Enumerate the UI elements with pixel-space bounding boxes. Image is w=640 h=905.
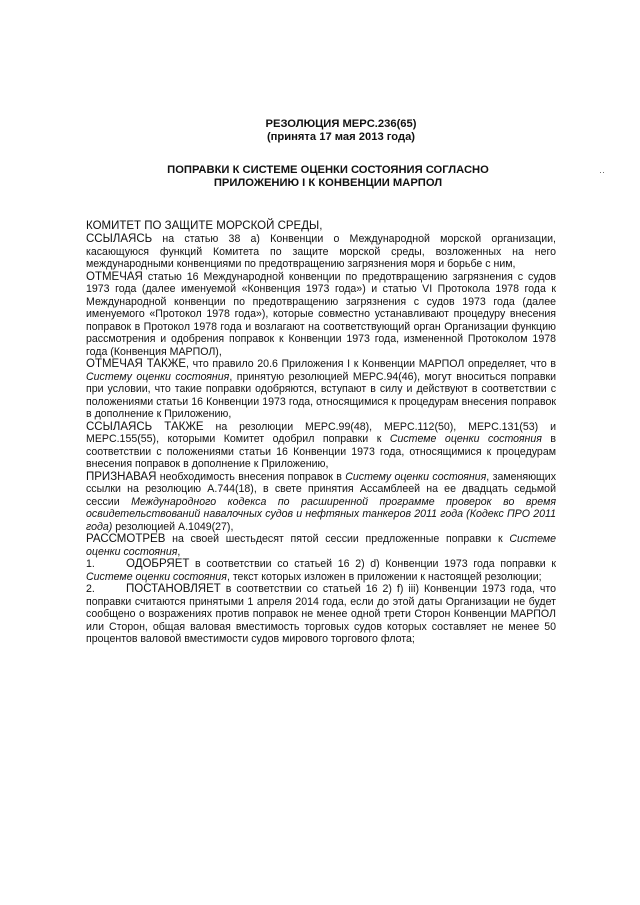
paragraph-referring (86, 233, 556, 271)
heading-line-2: ПРИЛОЖЕНИЮ I К КОНВЕНЦИИ МАРПОЛ (213, 177, 443, 189)
paragraph-italic: Системе оценки состояния (86, 570, 227, 583)
paragraph-text: , (177, 545, 181, 558)
paragraph-lead: ССЫЛАЯСЬ ТАКЖЕ (86, 420, 204, 433)
paragraph-text: в соответствии с положениями статьи 16 Конвенции 1973 года, относящимися к процедурам внесения поправок в дополнение к Приложению, (86, 433, 556, 470)
adoption-date: (принята 17 мая 2013 года) (266, 131, 416, 143)
paragraph-referring-also (86, 421, 556, 471)
paragraph-lead: ОТМЕЧАЯ (86, 270, 143, 283)
scan-mark: ·· (599, 167, 605, 177)
paragraph-text: резолюцией A.1049(27), (112, 520, 234, 533)
paragraph-text: статью 16 Международной конвенции по предотвращению загрязнения с судов 1973 года (далее именуемой «Конвенция 1973 года») и статью VI Протокола 1978 года к Международной конвенции по предотвращению загрязнения с судов 1973 года (далее именуемого «Протокол 1978 года»), которые совместно устанавливают процедуру внесения поправок в Протокол 1978 года и возлагают на соответствующий орган Организации функцию рассмотрения и одобрения поправок к Конвенции 1973 года, измененной Протоколом 1978 года (Конвенция МАРПОЛ), (86, 270, 556, 358)
paragraph-italic: Системе оценки состояния (86, 533, 556, 558)
paragraph-text: на своей шестьдесят пятой сессии предложенные поправки к (165, 533, 510, 545)
paragraph-lead: ССЫЛАЯСЬ (86, 233, 153, 245)
paragraph-italic: Международного кодекса по расширенной программе проверок во время освидетельствований навалочных судов и нефтяных танкеров 2011 года (Кодекс ПРО 2011 года) (86, 495, 556, 533)
resolution-number: РЕЗОЛЮЦИЯ MEPC.236(65) (265, 118, 417, 130)
paragraph-lead: ОТМЕЧАЯ ТАКЖЕ (86, 358, 187, 370)
paragraph-number: 2. (86, 583, 95, 595)
paragraph-noting (86, 271, 556, 359)
paragraph-text: необходимость внесения поправок в (156, 470, 346, 483)
paragraph-text: в соответствии со статьей 16 2) f) iii) Конвенции 1973 года, что поправки считаются принятыми 1 апреля 2014 года, если до этой даты Организации не будет сообщено о возражениях против поправок не менее одной трети Сторон Конвенции МАРПОЛ или Сторон, общая валовая вместимость торговых судов которых составляет не менее 50 процентов валовой вместимости судов мирового торгового флота; (86, 583, 556, 645)
resolution-header (86, 118, 556, 144)
paragraph-number: 1. (86, 558, 95, 570)
operative-paragraph-1 (86, 558, 556, 583)
paragraph-text: на резолюции MEPC.99(48), MEPC.112(50), MEPC.131(53) и MEPC.155(55), которыми Комитет одобрил поправки к (86, 420, 556, 445)
paragraph-text: , принятую резолюцией MEPC.94(46), могут вноситься поправки при условии, что такие поправки одобряются, вступают в силу и действуют в соответствии с положениями статьи 16 Конвенции 1973 года, относящимися к процедурам внесения поправок в дополнение к Приложению, (86, 370, 556, 420)
paragraph-italic: Систему оценки состояния (86, 370, 230, 383)
paragraph-lead: ПРИЗНАВАЯ (86, 470, 157, 483)
document-heading (86, 164, 556, 190)
operative-paragraph-2 (86, 583, 556, 646)
paragraph-having-considered (86, 533, 556, 558)
heading-line-1: ПОПРАВКИ К СИСТЕМЕ ОЦЕНКИ СОСТОЯНИЯ СОГЛАСНО (167, 164, 489, 176)
paragraph-italic: Систему оценки состояния (345, 470, 487, 483)
paragraph-noting-also (86, 358, 556, 421)
paragraph-text: , заменяющих ссылки на резолюцию A.744(18), в свете принятия Ассамблеей на ее двадцать седьмой сессии (86, 470, 556, 508)
paragraph-lead: РАССМОТРЕВ (86, 533, 166, 545)
paragraph-text: в соответствии со статьей 16 2) d) Конвенции 1973 года поправки к (189, 558, 556, 570)
paragraph-text: , текст которых изложен в приложении к настоящей резолюции; (226, 570, 542, 583)
paragraph-italic: Системе оценки состояния (389, 433, 542, 445)
document-page (86, 118, 556, 646)
paragraph-text: , что правило 20.6 Приложения I к Конвенции МАРПОЛ определяет, что в (186, 358, 556, 370)
paragraph-recognizing (86, 471, 556, 534)
paragraph-text: на статью 38 а) Конвенции о Международной морской организации, касающуюся функций Комитета по защите морской среды, возложенных на него международными конвенциями по предотвращению загрязнения моря и борьбе с ним, (86, 233, 556, 270)
committee-name: КОМИТЕТ ПО ЗАЩИТЕ МОРСКОЙ СРЕДЫ, (86, 220, 323, 232)
paragraph-lead: ОДОБРЯЕТ (126, 558, 190, 570)
paragraph-lead: ПОСТАНОВЛЯЕТ (126, 583, 221, 595)
